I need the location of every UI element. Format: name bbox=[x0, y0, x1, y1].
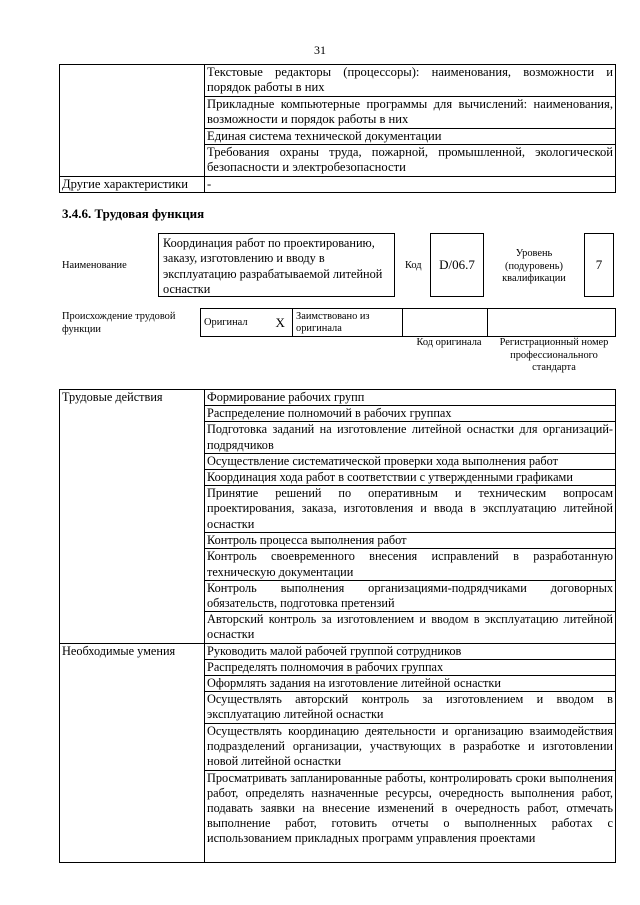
other-characteristics-label: Другие характеристики bbox=[60, 176, 205, 192]
section-heading: 3.4.6. Трудовая функция bbox=[62, 206, 205, 221]
origin-label: Происхождение трудовой функции bbox=[62, 311, 176, 335]
function-name-box: Координация работ по проектированию, заказу, изготовлению и вводу в эксплуатацию разрабатываемой литейной оснастки bbox=[158, 233, 395, 297]
origin-code-label: Код оригинала bbox=[416, 337, 482, 348]
table-row bbox=[201, 309, 616, 337]
name-label: Наименование bbox=[62, 260, 127, 271]
origin-mark: X bbox=[269, 309, 293, 337]
origin-reg-cell bbox=[488, 309, 616, 337]
labor-action-item: Координация хода работ в соответствии с утвержденными графиками bbox=[205, 470, 616, 486]
labor-function-table bbox=[59, 389, 616, 863]
labor-action-item: Формирование рабочих групп bbox=[205, 390, 616, 406]
skill-item: Осуществлять авторский контроль за изготовлением и вводом в эксплуатацию литейной оснастки bbox=[205, 692, 616, 723]
labor-action-item: Контроль выполнения организациями-подрядчиками договорных обязательств, подготовка претензий bbox=[205, 580, 616, 611]
table-cell: Текстовые редакторы (процессоры): наименования, возможности и порядок работы в них bbox=[205, 65, 616, 97]
table-cell: Прикладные компьютерные программы для вычислений: наименования, возможности и порядок работы в них bbox=[205, 96, 616, 128]
origin-borrowed-label: Заимствовано из оригинала bbox=[293, 309, 403, 337]
origin-table bbox=[200, 308, 616, 337]
labor-action-item: Контроль процесса выполнения работ bbox=[205, 533, 616, 549]
table-cell: Единая система технической документации bbox=[205, 128, 616, 144]
skill-item: Руководить малой рабочей группой сотрудников bbox=[205, 643, 616, 659]
origin-original-label: Оригинал bbox=[201, 309, 269, 337]
labor-action-item: Принятие решений по оперативным и техническим вопросам проектирования, заказа, изготовления и ввода в эксплуатацию литейной оснастки bbox=[205, 486, 616, 533]
code-value-box: D/06.7 bbox=[430, 233, 484, 297]
table-cell: Требования охраны труда, пожарной, промышленной, экологической безопасности и электробезопасности bbox=[205, 145, 616, 177]
labor-action-item: Распределение полномочий в рабочих группах bbox=[205, 406, 616, 422]
skill-item: Оформлять задания на изготовление литейной оснастки bbox=[205, 676, 616, 692]
labor-action-item: Авторский контроль за изготовлением и вводом в эксплуатацию литейной оснастки bbox=[205, 612, 616, 643]
table-row bbox=[60, 643, 616, 659]
table-label-cell bbox=[60, 65, 205, 177]
code-label: Код bbox=[405, 260, 422, 271]
table-row bbox=[60, 390, 616, 406]
origin-code-cell bbox=[403, 309, 488, 337]
skills-label: Необходимые умения bbox=[60, 643, 205, 862]
labor-action-item: Контроль своевременного внесения исправлений в разработанную техническую документации bbox=[205, 549, 616, 580]
table-cell: - bbox=[205, 176, 616, 192]
table-row bbox=[60, 176, 616, 192]
labor-action-item: Осуществление систематической проверки хода выполнения работ bbox=[205, 453, 616, 469]
origin-reg-label: Регистрационный номер профессионального стандарта bbox=[499, 337, 609, 373]
level-value-box: 7 bbox=[584, 233, 614, 297]
skill-item: Распределять полномочия в рабочих группах bbox=[205, 659, 616, 675]
labor-action-item: Подготовка заданий на изготовление литейной оснастки для организаций-подрядчиков bbox=[205, 422, 616, 453]
labor-actions-label: Трудовые действия bbox=[60, 390, 205, 644]
page-number: 31 bbox=[314, 43, 326, 57]
skill-item: Осуществлять координацию деятельности и организацию взаимодействия подразделений организации, участвующих в разработке и изготовлении новой литейной оснастки bbox=[205, 723, 616, 770]
level-label: Уровень (подуровень) квалификации bbox=[502, 248, 566, 284]
table-row bbox=[60, 65, 616, 97]
skill-item: Просматривать запланированные работы, контролировать сроки выполнения работ, определять назначенные ресурсы, очередность выполнения работ, подавать заявки на внесение изменений в очередность работ, отмечать выполнение работ, готовить отчеты о выполненных работах с использованием прикладных программ управления проектами bbox=[205, 770, 616, 862]
knowledge-table bbox=[59, 64, 616, 193]
